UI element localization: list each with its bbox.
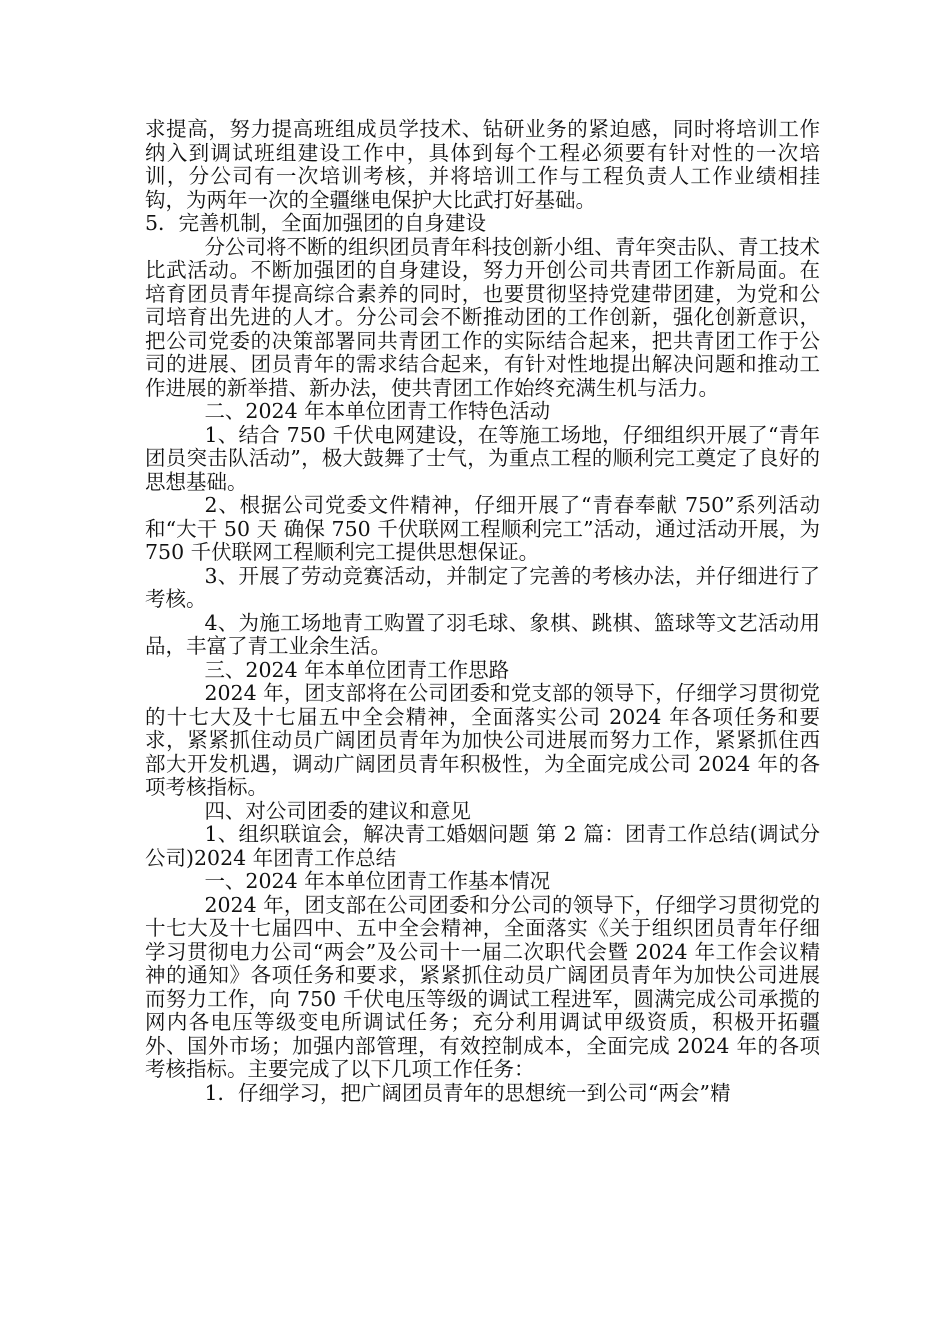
list-item: 1、组织联谊会，解决青工婚姻问题 第 2 篇：团青工作总结(调试分公司)2024 年团青工作总结: [145, 822, 820, 870]
paragraph: 求提高，努力提高班组成员学技术、钻研业务的紧迫感，同时将培训工作纳入到调试班组建设工作中，具体到每个工程必须要有针对性的一次培训，分公司有一次培训考核，并将培训工作与工程负责人工作业绩相挂钩，为两年一次的全疆继电保护大比武打好基础。: [145, 117, 820, 212]
list-item: 3、开展了劳动竞赛活动，并制定了完善的考核办法，并仔细进行了考核。: [145, 563, 820, 611]
section-heading: 二、2024 年本单位团青工作特色活动: [204, 399, 551, 423]
document-page: [145, 118, 820, 1105]
list-item: 2、根据公司党委文件精神，仔细开展了“青春奉献 750”系列活动和“大干 50 天 确保 750 千伏联网工程顺利完工”活动，通过活动开展，为 750 千伏联网工程顺利完工提供思想保证。: [145, 493, 820, 564]
section-heading: 三、2024 年本单位团青工作思路: [204, 657, 510, 682]
paragraph: 2024 年，团支部在公司团委和分公司的领导下，仔细学习贯彻党的十七大及十七届四中、五中全会精神，全面落实《关于组织团员青年仔细学习贯彻电力公司“两会”及公司十一届二次职代会暨 2024 年工作会议精神的通知》各项任务和要求，紧紧抓住动员广阔团员青年为加快公司进展而努力工作，向 750 千伏电压等级的调试工程进军，圆满完成公司承揽的网内各电压等级变电所调试任务；充分利用调试甲级资质，积极开拓疆外、国外市场；加强内部管理，有效控制成本，全面完成 2024 年的各项考核指标。主要完成了以下几项工作任务：: [145, 892, 820, 1081]
section-heading: 四、对公司团委的建议和意见: [204, 798, 471, 823]
list-item: 4、为施工场地青工购置了羽毛球、象棋、跳棋、篮球等文艺活动用品，丰富了青工业余生活。: [145, 610, 820, 658]
paragraph: 分公司将不断的组织团员青年科技创新小组、青年突击队、青工技术比武活动。不断加强团的自身建设，努力开创公司共青团工作新局面。在培育团员青年提高综合素养的同时，也要贯彻坚持党建带团建，为党和公司培育出先进的人才。分公司会不断推动团的工作创新，强化创新意识，把公司党委的决策部署同共青团工作的实际结合起来，把共青团工作于公司的进展、团员青年的需求结合起来，有针对性地提出解决问题和推动工作进展的新举措、新办法，使共青团工作始终充满生机与活力。: [145, 234, 820, 400]
list-item: 1、结合 750 千伏电网建设，在等施工场地，仔细组织开展了“青年团员突击队活动”，极大鼓舞了士气，为重点工程的顺利完工奠定了良好的思想基础。: [145, 422, 820, 494]
list-item: 1．仔细学习，把广阔团员青年的思想统一到公司“两会”精: [204, 1080, 731, 1105]
section-heading: 5．完善机制，全面加强团的自身建设: [145, 211, 487, 235]
section-heading: 一、2024 年本单位团青工作基本情况: [204, 869, 551, 893]
paragraph: 2024 年，团支部将在公司团委和党支部的领导下，仔细学习贯彻党的十七大及十七届五中全会精神，全面落实公司 2024 年各项任务和要求，紧紧抓住动员广阔团员青年为加快公司进展而努力工作，紧紧抓住西部大开发机遇，调动广阔团员青年积极性，为全面完成公司 2024 年的各项考核指标。: [145, 681, 820, 799]
